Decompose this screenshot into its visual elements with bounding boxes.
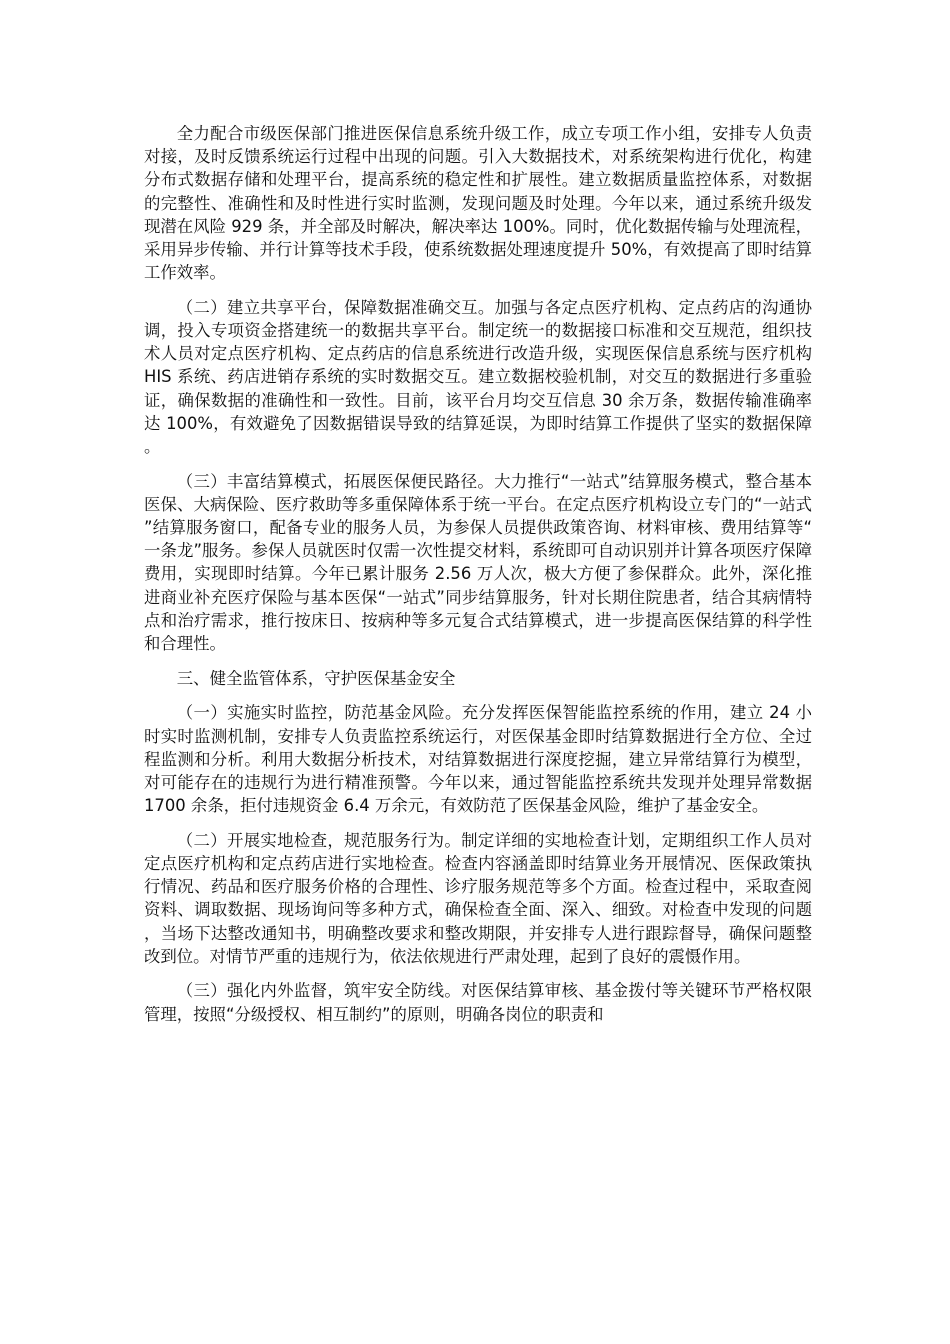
section-heading-supervision: 三、健全监管体系，守护医保基金安全	[176, 668, 456, 688]
paragraph-realtime-monitoring: （一）实施实时监控，防范基金风险。充分发挥医保智能监控系统的作用，建立 24 小时实时监测机制，安排专人负责监控系统运行，对医保基金即时结算数据进行全方位、全过程监测和分析。利用大数据分析技术，对结算数据进行深度挖掘，建立异常结算行为模型，对可能存在的违规行为进行精准预警。今年以来，通过智能监控系统共发现并处理异常数据 1700 余条，拒付违规资金 6.4 万余元，有效防范了医保基金风险，维护了基金安全。	[144, 703, 812, 816]
paragraph-internal-external-supervision: （三）强化内外监督，筑牢安全防线。对医保结算审核、基金拨付等关键环节严格权限管理，按照“分级授权、相互制约”的原则，明确各岗位的职责和	[144, 981, 812, 1024]
paragraph-shared-platform: （二）建立共享平台，保障数据准确交互。加强与各定点医疗机构、定点药店的沟通协调，投入专项资金搭建统一的数据共享平台。制定统一的数据接口标准和交互规范，组织技术人员对定点医疗机构、定点药店的信息系统进行改造升级，实现医保信息系统与医疗机构 HIS 系统、药店进销存系统的实时数据交互。建立数据校验机制，对交互的数据进行多重验证，确保数据的准确性和一致性。目前，该平台月均交互信息 30 余万条，数据传输准确率达 100%，有效避免了因数据错误导致的结算延误，为即时结算工作提供了坚实的数据保障。	[144, 297, 812, 457]
document-body	[144, 122, 812, 1037]
paragraph-onsite-inspection: （二）开展实地检查，规范服务行为。制定详细的实地检查计划，定期组织工作人员对定点医疗机构和定点药店进行实地检查。检查内容涵盖即时结算业务开展情况、医保政策执行情况、药品和医疗服务价格的合理性、诊疗服务规范等多个方面。检查过程中，采取查阅资料、调取数据、现场询问等多种方式，确保检查全面、深入、细致。对检查中发现的问题，当场下达整改通知书，明确整改要求和整改期限，并安排专人进行跟踪督导，确保问题整改到位。对情节严重的违规行为，依法依规进行严肃处理，起到了良好的震慑作用。	[144, 830, 812, 966]
paragraph-settlement-mode: （三）丰富结算模式，拓展医保便民路径。大力推行“一站式”结算服务模式，整合基本医保、大病保险、医疗救助等多重保障体系于统一平台。在定点医疗机构设立专门的“一站式”结算服务窗口，配备专业的服务人员，为参保人员提供政策咨询、材料审核、费用结算等“一条龙”服务。参保人员就医时仅需一次性提交材料，系统即可自动识别并计算各项医疗保障费用，实现即时结算。今年已累计服务 2.56 万人次，极大方便了参保群众。此外，深化推进商业补充医疗保险与基本医保“一站式”同步结算服务，针对长期住院患者，结合其病情特点和治疗需求，推行按床日、按病种等多元复合式结算模式，进一步提高医保结算的科学性和合理性。	[144, 471, 812, 654]
paragraph-system-upgrade: 全力配合市级医保部门推进医保信息系统升级工作，成立专项工作小组，安排专人负责对接，及时反馈系统运行过程中出现的问题。引入大数据技术，对系统架构进行优化，构建分布式数据存储和处理平台，提高系统的稳定性和扩展性。建立数据质量监控体系，对数据的完整性、准确性和及时性进行实时监测，发现问题及时处理。今年以来，通过系统升级发现潜在风险 929 条，并全部及时解决，解决率达 100%。同时，优化数据传输与处理流程，采用异步传输、并行计算等技术手段，使系统数据处理速度提升 50%，有效提高了即时结算工作效率。	[144, 124, 812, 283]
